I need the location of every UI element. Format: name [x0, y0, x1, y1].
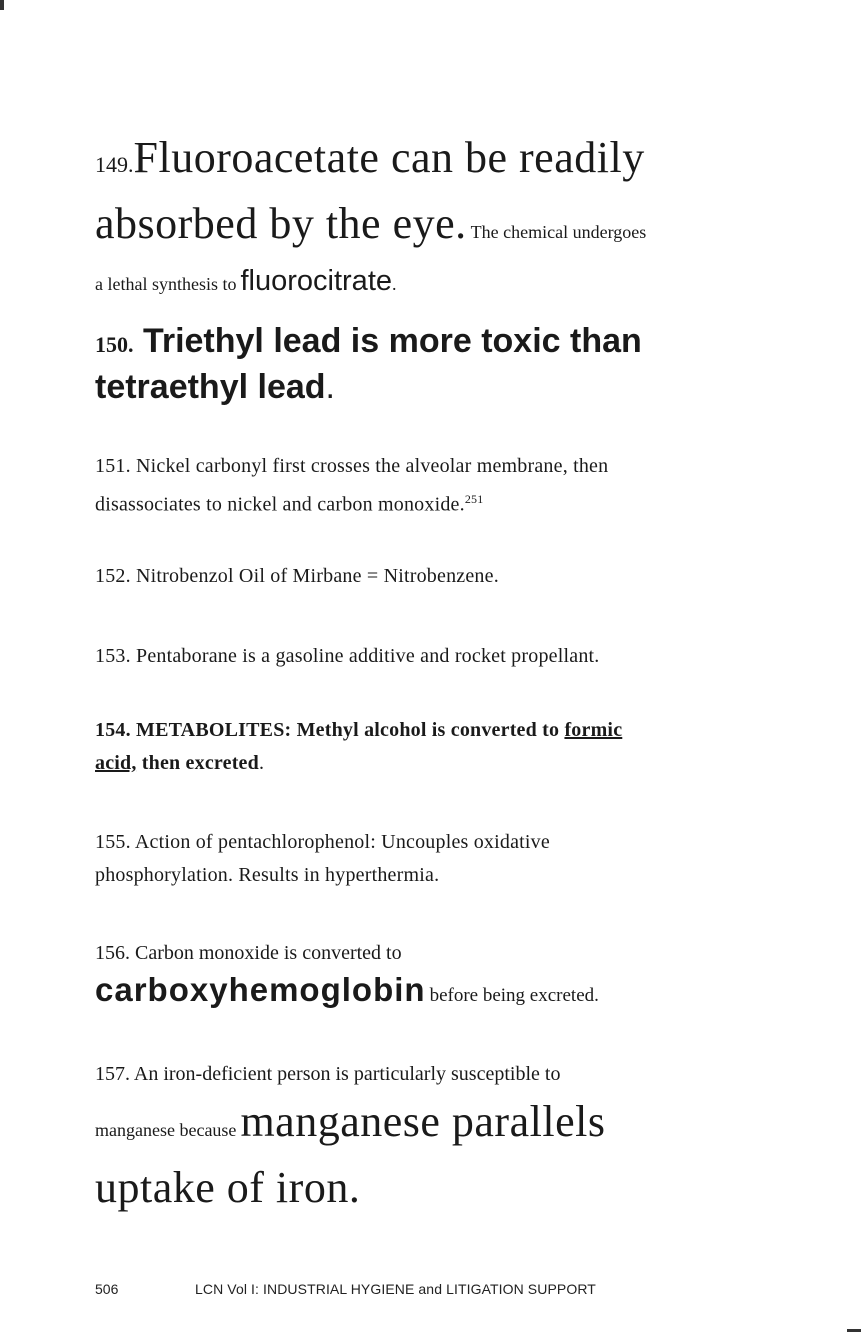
entry-156 — [95, 938, 785, 1019]
entry-number: 149. — [95, 152, 134, 177]
entry-text-period: . — [325, 368, 335, 406]
entry-line: 155. Action of pentachlorophenol: Uncouples oxidative — [95, 831, 550, 853]
underlined-term: formic — [564, 719, 623, 741]
entry-text-medium: fluorocitrate — [240, 265, 392, 297]
entry-line: 153. Pentaborane is a gasoline additive and rocket propellant. — [95, 645, 600, 667]
entry-text-large: absorbed by the eye. — [95, 199, 467, 248]
running-footer-title: LCN Vol I: INDUSTRIAL HYGIENE and LITIGATION SUPPORT — [195, 1281, 596, 1297]
page-number: 506 — [95, 1281, 119, 1297]
entry-text-period: . — [392, 274, 397, 294]
entry-line: then excreted — [141, 752, 259, 774]
entry-text-period: . — [258, 752, 265, 774]
entry-line: phosphorylation. Results in hyperthermia. — [95, 864, 440, 886]
entry-number: 150. — [95, 332, 134, 357]
entry-text-large: Fluoroacetate can be readily — [133, 133, 645, 182]
entry-text-small: The chemical undergoes — [470, 222, 647, 242]
scan-mark-top-left — [0, 0, 4, 10]
entry-text-small: manganese because — [95, 1120, 237, 1140]
entry-line: 151. Nickel carbonyl first crosses the alveolar membrane, then — [95, 455, 609, 477]
entry-text-large: manganese parallels — [240, 1097, 606, 1146]
entry-149 — [95, 130, 785, 307]
entry-152 — [95, 560, 785, 593]
scan-mark-bottom-right — [847, 1329, 861, 1332]
entry-line: 156. Carbon monoxide is converted to — [95, 942, 402, 964]
footnote-reference: 251 — [464, 492, 484, 506]
entry-153 — [95, 640, 785, 673]
entry-line: 157. An iron-deficient person is particularly susceptible to — [95, 1063, 561, 1085]
entry-155 — [95, 826, 785, 892]
entry-text-bold: Triethyl lead is more toxic than — [142, 322, 642, 360]
entry-text-bold: tetraethyl lead — [95, 368, 326, 406]
entry-154 — [95, 714, 785, 780]
entry-line: 152. Nitrobenzol Oil of Mirbane = Nitrobenzene. — [95, 565, 499, 587]
entry-text-large: carboxyhemoglobin — [95, 971, 426, 1008]
entry-text-small: a lethal synthesis to — [95, 274, 237, 294]
entry-line: 154. METABOLITES: Methyl alcohol is converted to — [95, 719, 560, 741]
entry-150 — [95, 320, 785, 409]
entry-151 — [95, 450, 785, 522]
entry-157 — [95, 1058, 785, 1226]
entry-text-large: uptake of iron. — [95, 1163, 361, 1212]
underlined-term: acid, — [95, 752, 137, 774]
entry-line: disassociates to nickel and carbon monoxide. — [95, 493, 465, 516]
entry-text-small: before being excreted. — [429, 985, 599, 1006]
